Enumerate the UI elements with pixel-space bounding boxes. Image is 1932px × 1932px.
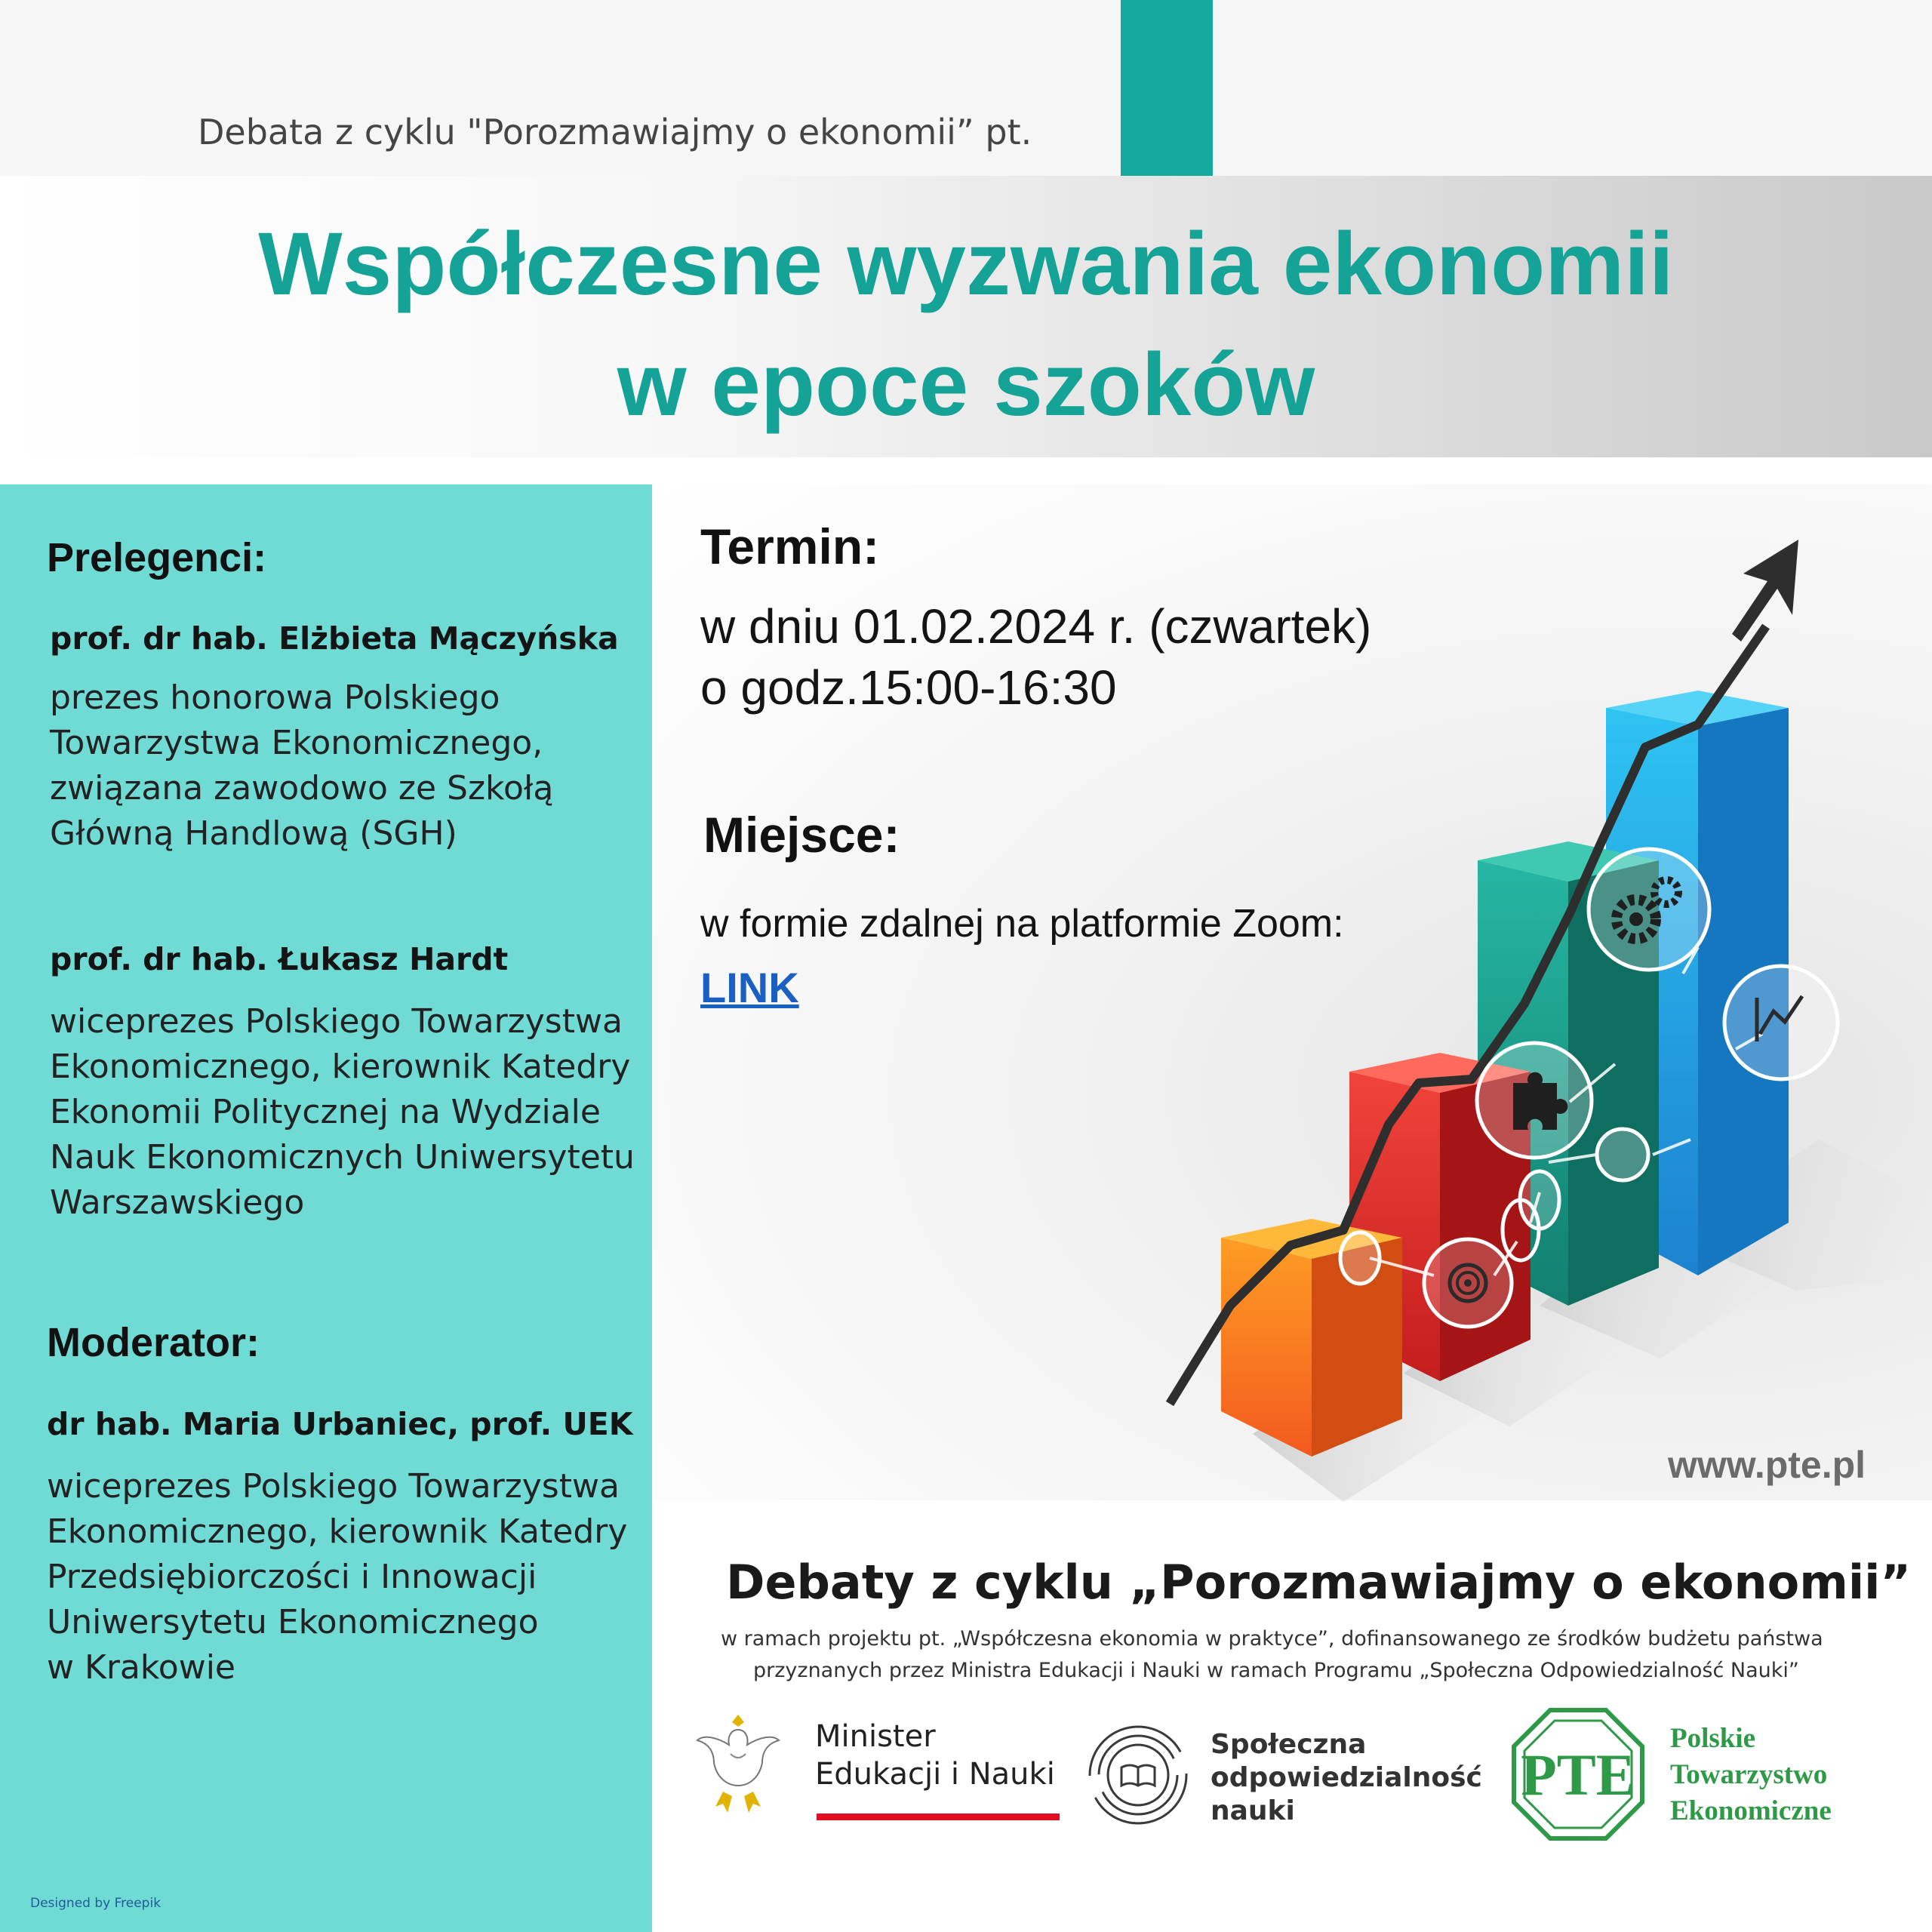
gears-icon — [1589, 849, 1709, 970]
event-time: o godz.15:00-16:30 — [700, 660, 1117, 715]
moderator-name: dr hab. Maria Urbaniec, prof. UEK — [47, 1406, 633, 1442]
moderator-description-line: w Krakowie — [47, 1648, 235, 1687]
event-location: w formie zdalnej na platformie Zoom: — [700, 902, 1344, 946]
speaker-1-description-line: Towarzystwa Ekonomicznego, — [50, 724, 543, 762]
pte-logo-line: Ekonomiczne — [1670, 1795, 1832, 1826]
speaker-1-description — [50, 675, 553, 857]
polish-eagle-icon — [696, 1709, 780, 1822]
header-accent-bar — [1121, 0, 1213, 176]
event-date: w dniu 01.02.2024 r. (czwartek) — [700, 599, 1372, 654]
speakers-heading: Prelegenci: — [47, 535, 267, 580]
pte-monogram: PTE — [1521, 1742, 1635, 1807]
speaker-1-description-line: związana zawodowo ze Szkołą — [50, 769, 554, 808]
pte-emblem-icon — [1511, 1707, 1645, 1841]
moderator-description-line: Uniwersytetu Ekonomicznego — [47, 1603, 539, 1641]
website-url: www.pte.pl — [1668, 1444, 1866, 1486]
moderator-heading: Moderator: — [47, 1320, 260, 1365]
moderator-description-line: wiceprezes Polskiego Towarzystwa — [47, 1467, 620, 1506]
date-heading: Termin: — [700, 518, 880, 574]
ministry-logo-text — [815, 1718, 1055, 1793]
speaker-2-name: prof. dr hab. Łukasz Hardt — [50, 941, 509, 977]
divider — [0, 457, 1932, 485]
growth-chart-icon — [1724, 966, 1838, 1079]
speaker-2-description-line: Ekonomii Politycznej na Wydziale — [50, 1093, 601, 1131]
speaker-2-description-line: Warszawskiego — [50, 1183, 305, 1222]
event-title-line-2: w epoce szoków — [617, 335, 1315, 435]
speaker-2-description-line: wiceprezes Polskiego Towarzystwa — [50, 1002, 623, 1041]
event-title-line-1: Współczesne wyzwania ekonomii — [258, 214, 1674, 314]
speaker-1-name: prof. dr hab. Elżbieta Mączyńska — [50, 620, 619, 657]
puzzle-icon — [1477, 1043, 1592, 1158]
ministry-logo-line: Edukacji i Nauki — [815, 1757, 1055, 1792]
pte-logo-text — [1670, 1721, 1832, 1829]
target-icon — [1424, 1239, 1512, 1327]
network-node — [1340, 1232, 1380, 1284]
speaker-2-description-line: Nauk Ekonomicznych Uniwersytetu — [50, 1138, 635, 1177]
pte-logo-line: Polskie — [1670, 1723, 1756, 1754]
son-logo-line: odpowiedzialność — [1211, 1762, 1482, 1793]
speaker-1-description-line: Główną Handlową (SGH) — [50, 814, 457, 853]
speaker-2-description — [50, 999, 635, 1226]
footer-note-line-1: w ramach projektu pt. „Współczesna ekonomia w praktyce”, dofinansowanego ze środków budżetu państwa — [721, 1627, 1823, 1651]
book-icon — [1087, 1724, 1189, 1826]
network-node — [1597, 1129, 1648, 1180]
speaker-2-description-line: Ekonomicznego, kierownik Katedry — [50, 1048, 631, 1086]
growth-illustration — [1117, 521, 1932, 1502]
event-series-subtitle: Debata z cyklu "Porozmawiajmy o ekonomii” pt. — [198, 112, 1032, 152]
moderator-description-line: Ekonomicznego, kierownik Katedry — [47, 1512, 628, 1551]
speaker-1-description-line: prezes honorowa Polskiego — [50, 678, 500, 717]
footer-note-line-2: przyznanych przez Ministra Edukacji i Nauki w ramach Programu „Społeczna Odpowiedzialność Nauki” — [753, 1659, 1799, 1682]
freepik-credit: Designed by Freepik — [30, 1896, 162, 1911]
moderator-description-line: Przedsiębiorczości i Innowacji — [47, 1558, 537, 1596]
moderator-description — [47, 1464, 627, 1690]
son-logo-text — [1211, 1728, 1482, 1828]
ministry-flag-stripe — [817, 1814, 1060, 1820]
place-heading: Miejsce: — [703, 807, 900, 863]
son-logo-line: nauki — [1211, 1795, 1295, 1826]
pte-logo-line: Towarzystwo — [1670, 1759, 1828, 1790]
footer-title: Debaty z cyklu „Porozmawiajmy o ekonomii” — [726, 1555, 1912, 1610]
event-title — [0, 204, 1932, 445]
zoom-link[interactable]: LINK — [700, 964, 799, 1011]
ministry-logo-line: Minister — [815, 1719, 936, 1754]
son-logo-line: Społeczna — [1211, 1729, 1367, 1760]
